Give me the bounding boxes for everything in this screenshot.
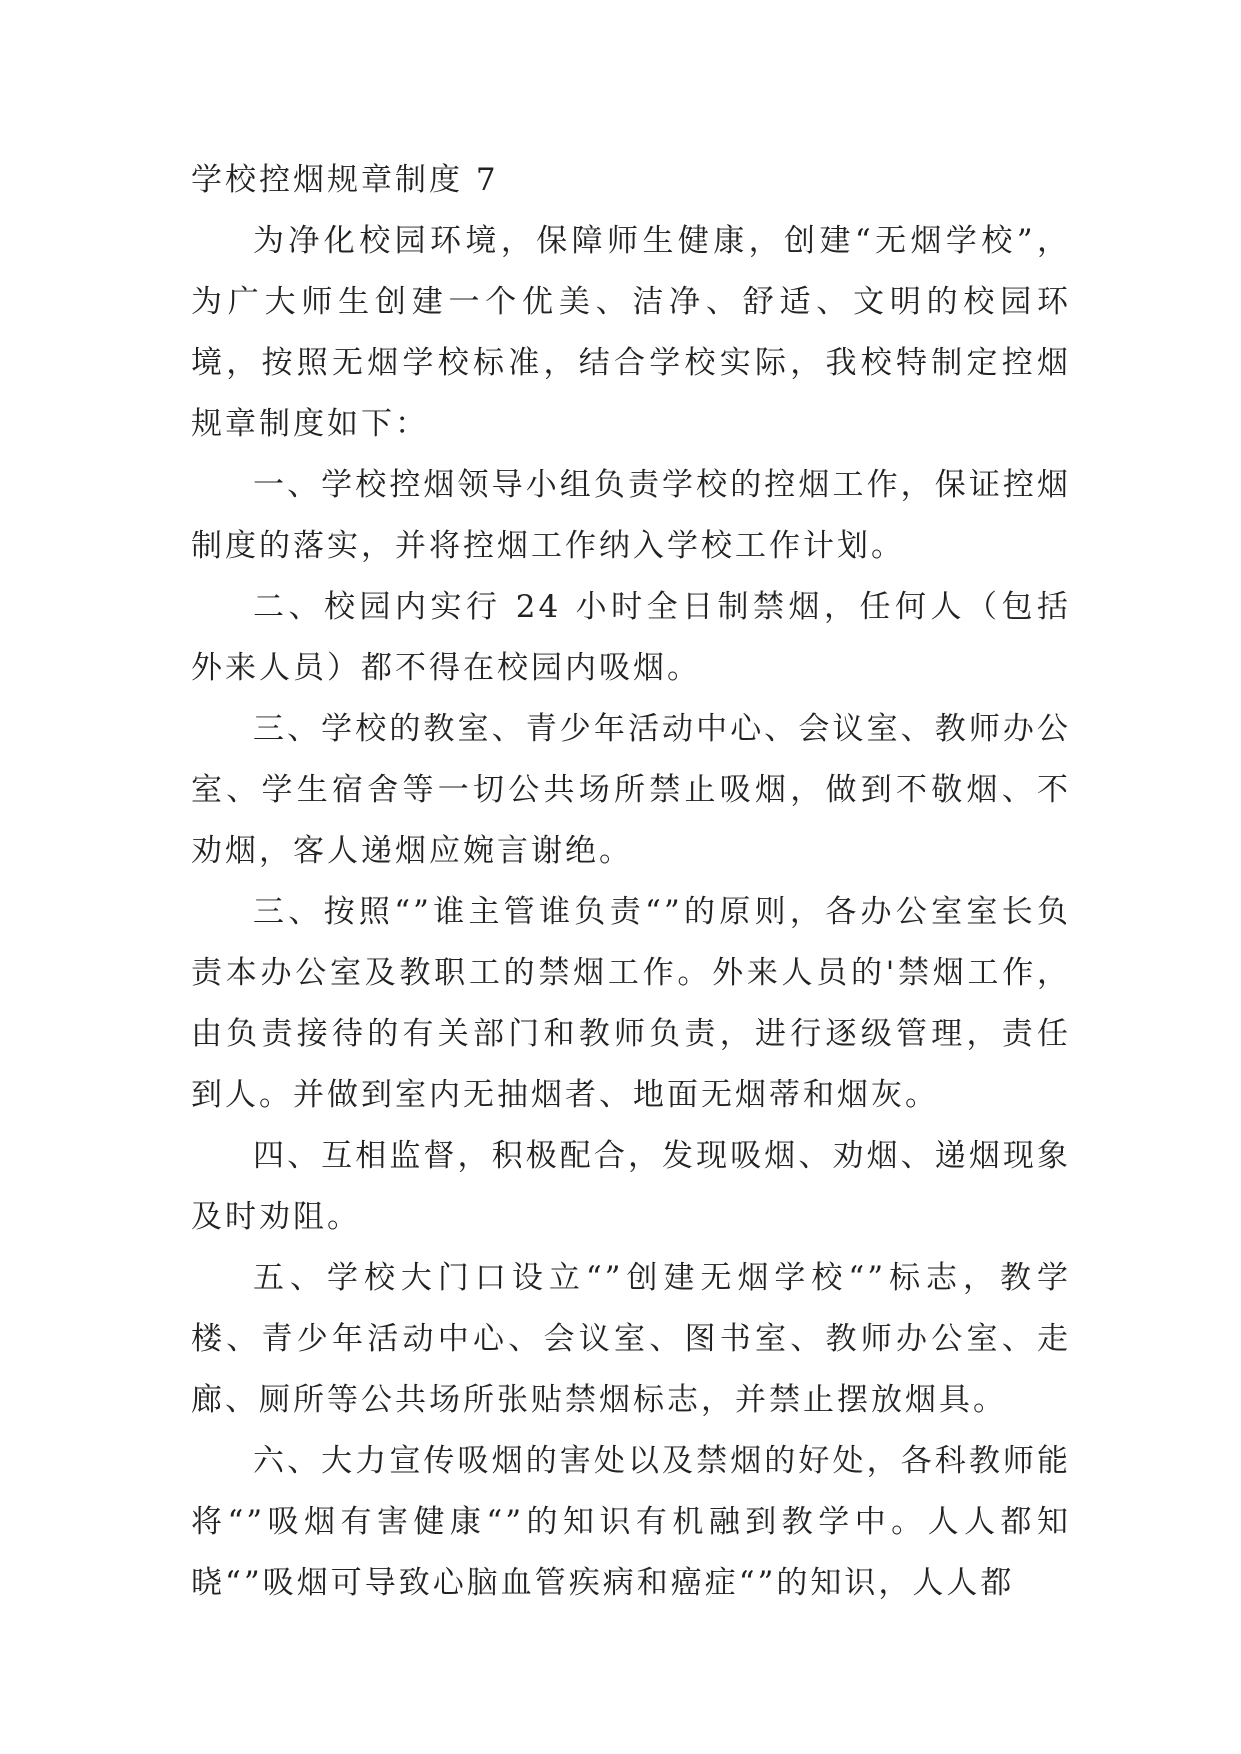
paragraph-rule-6: 六、大力宣传吸烟的害处以及禁烟的好处，各科教师能将“”吸烟有害健康“”的知识有机融到教学中。人人都知晓“”吸烟可导致心脑血管疾病和癌症“”的知识，人人都 <box>191 1443 1071 1601</box>
paragraph-rule-5: 五、学校大门口设立“”创建无烟学校“”标志，教学楼、青少年活动中心、会议室、图书室、教师办公室、走廊、厕所等公共场所张贴禁烟标志，并禁止摆放烟具。 <box>191 1260 1071 1418</box>
paragraph-rule-4: 四、互相监督，积极配合，发现吸烟、劝烟、递烟现象及时劝阻。 <box>191 1138 1071 1235</box>
paragraph-intro: 为净化校园环境，保障师生健康，创建“无烟学校”，为广大师生创建一个优美、洁净、舒适、文明的校园环境，按照无烟学校标准，结合学校实际，我校特制定控烟规章制度如下： <box>191 223 1071 442</box>
paragraph-rule-1: 一、学校控烟领导小组负责学校的控烟工作，保证控烟制度的落实，并将控烟工作纳入学校工作计划。 <box>191 467 1071 564</box>
paragraph-rule-3b: 三、按照“”谁主管谁负责“”的原则，各办公室室长负责本办公室及教职工的禁烟工作。外来人员的'禁烟工作，由负责接待的有关部门和教师负责，进行逐级管理，责任到人。并做到室内无抽烟者、地面无烟蒂和烟灰。 <box>191 894 1071 1113</box>
paragraph-rule-2: 二、校园内实行 24 小时全日制禁烟，任何人（包括外来人员）都不得在校园内吸烟。 <box>191 589 1071 686</box>
document-body <box>191 150 1071 1614</box>
document-title: 学校控烟规章制度 7 <box>191 162 499 198</box>
paragraph-rule-3a: 三、学校的教室、青少年活动中心、会议室、教师办公室、学生宿舍等一切公共场所禁止吸烟，做到不敬烟、不劝烟，客人递烟应婉言谢绝。 <box>191 711 1071 869</box>
